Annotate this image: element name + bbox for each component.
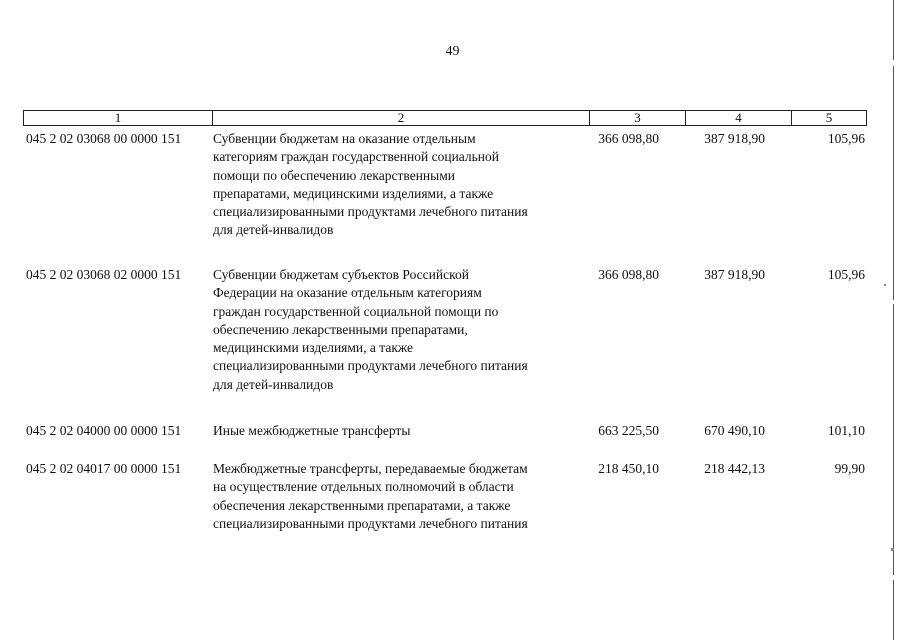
header-col-3: 3 (589, 111, 685, 125)
header-col-1: 1 (114, 110, 122, 125)
row-col5-value: 105,96 (827, 267, 865, 282)
scan-speck (891, 548, 894, 551)
row-col5-value: 105,96 (827, 131, 865, 146)
row-col3-value: 218 450,10 (598, 461, 659, 476)
row-col4-value: 387 918,90 (704, 267, 765, 282)
row-col5-value: 99,90 (834, 461, 865, 476)
page-edge-line (893, 0, 894, 640)
row-name: Субвенции бюджетам субъектов Российской Федерации на оказание отдельным категориям граждан государственной социальной помощи по обеспечению лекарственными препаратами, медицинскими изделиями, а также специализированными продуктами лечебного питания для детей-инвалидов (213, 267, 528, 392)
row-name: Субвенции бюджетам на оказание отдельным категориям граждан государственной социальной помощи по обеспечению лекарственными препаратами, медицинскими изделиями, а также специализированными продуктами лечебного питания для детей-инвалидов (213, 131, 528, 238)
row-name: Межбюджетные трансферты, передаваемые бюджетам на осуществление отдельных полномочий в области обеспечения лекарственными препаратами, а также специализированными продуктами лечебного питания (213, 461, 528, 531)
row-col3-value: 366 098,80 (598, 131, 659, 146)
row-code: 045 2 02 03068 00 0000 151 (26, 131, 182, 146)
row-col4-value: 218 442,13 (704, 461, 765, 476)
row-name: Иные межбюджетные трансферты (213, 423, 411, 438)
header-col-5: 5 (791, 111, 866, 125)
header-col-4: 4 (685, 111, 791, 125)
row-col3-value: 663 225,50 (598, 423, 659, 438)
header-col-2: 2 (212, 111, 589, 125)
page-number: 49 (445, 44, 460, 59)
table-header (23, 110, 867, 126)
row-col3-value: 366 098,80 (598, 267, 659, 282)
row-col5-value: 101,10 (827, 423, 865, 438)
scan-speck (884, 284, 886, 286)
row-code: 045 2 02 04000 00 0000 151 (26, 423, 182, 438)
row-col4-value: 387 918,90 (704, 131, 765, 146)
row-code: 045 2 02 03068 02 0000 151 (26, 267, 182, 282)
row-col4-value: 670 490,10 (704, 423, 765, 438)
row-code: 045 2 02 04017 00 0000 151 (26, 461, 182, 476)
